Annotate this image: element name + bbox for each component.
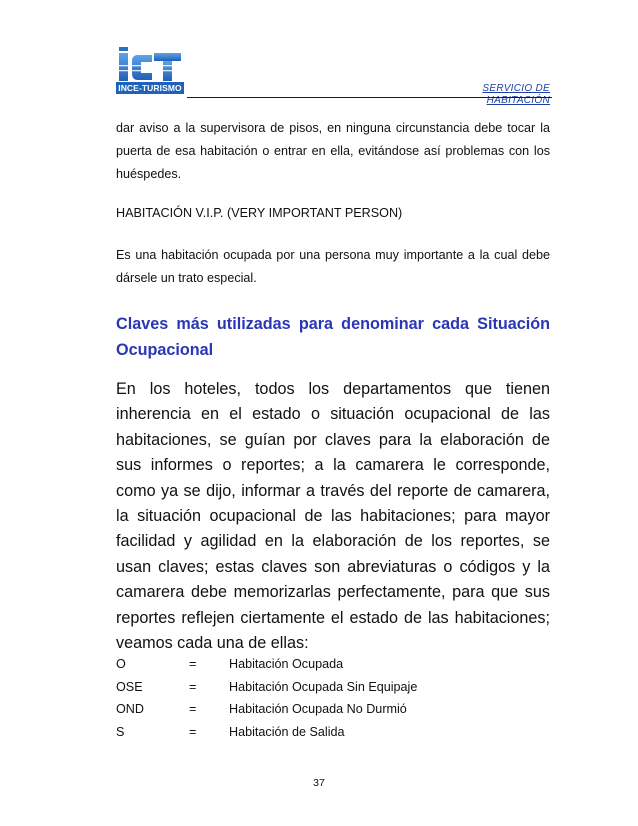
header-title-line-1: SERVICIO DE [482, 83, 550, 94]
code-description: Habitación Ocupada No Durmió [229, 702, 407, 716]
ict-logo-icon [118, 47, 182, 83]
document-section-title [482, 83, 550, 107]
page-number: 37 [313, 777, 325, 789]
ince-turismo-logo [116, 47, 184, 97]
header-title-line-2: HABITACIÓN [486, 95, 550, 106]
code-equals: = [189, 724, 197, 739]
code-equals: = [189, 702, 197, 716]
main-paragraph: En los hoteles, todos los departamentos que tienen inherencia en el estado o situación ocupacional de las habitaciones, se guían por claves para la elaboración de sus informes o reportes; a la camarera le corresponde, como ya se dijo, informar a través del reporte de camarera, la situación ocupacional de las habitaciones; para mayor facilidad y agilidad en la elaboración de los reportes, se usan claves; estas claves son abreviaturas o códigos y la camarera debe memorizarlas perfectamente, para que sus reportes reflejen ciertamente el estado de las habitaciones; veamos cada una de ellas: [116, 380, 550, 653]
code-description: Habitación Ocupada [229, 657, 344, 671]
vip-paragraph: Es una habitación ocupada por una persona muy importante a la cual debe dársele un trato especial. [116, 248, 550, 285]
logo-brand-text: INCE-TURISMO [116, 82, 184, 94]
code-equals: = [189, 657, 197, 671]
code-abbreviation: O [116, 657, 126, 671]
intro-paragraph: dar aviso a la supervisora de pisos, en ninguna circunstancia debe tocar la puerta de esa habitación o entrar en ella, evitándose así problemas con los huéspedes. [116, 121, 550, 181]
vip-heading: HABITACIÓN V.I.P. (VERY IMPORTANT PERSON) [116, 206, 403, 220]
code-abbreviation: OND [116, 702, 144, 716]
code-abbreviation: OSE [116, 679, 143, 694]
code-equals: = [189, 679, 197, 694]
code-description: Habitación de Salida [229, 724, 345, 739]
header-divider [187, 97, 552, 98]
code-abbreviation: S [116, 724, 125, 739]
code-description: Habitación Ocupada Sin Equipaje [229, 679, 418, 694]
section-title: Claves más utilizadas para denominar cada Situación Ocupacional [116, 315, 550, 359]
